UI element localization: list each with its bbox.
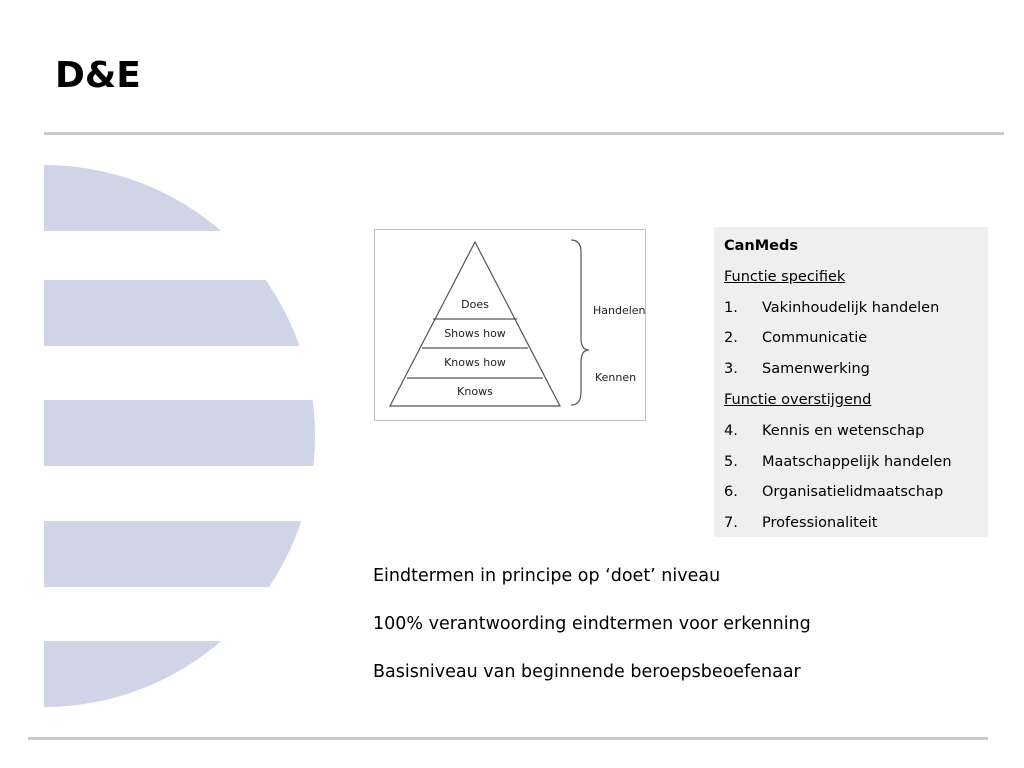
group-label-kennen: Kennen: [595, 371, 637, 384]
item-number: 3.: [724, 361, 738, 378]
pyramid-level-knows-how: Knows how: [444, 356, 506, 369]
item-label: Vakinhoudelijk handelen: [762, 299, 940, 316]
canmeds-item: [724, 416, 978, 447]
canmeds-item: [724, 293, 978, 324]
bullet-line: Basisniveau van beginnende beroepsbeoefenaar: [373, 662, 801, 682]
top-divider: [44, 132, 1004, 135]
canmeds-item: [724, 354, 978, 385]
pyramid-level-shows-how: Shows how: [444, 327, 506, 340]
decorative-striped-circle: [0, 0, 320, 720]
item-label: Samenwerking: [762, 361, 870, 378]
item-number: 2.: [724, 330, 738, 347]
canmeds-item: [724, 477, 978, 508]
canmeds-item: [724, 323, 978, 354]
bullet-line: Eindtermen in principe op ‘doet’ niveau: [373, 566, 721, 586]
pyramid-level-does: Does: [461, 298, 489, 311]
group-label-handelen: Handelen: [593, 304, 646, 317]
canmeds-item: [724, 508, 978, 539]
canmeds-heading: CanMeds: [724, 238, 799, 254]
pyramid-graphic: [375, 230, 647, 422]
canmeds-panel: [714, 227, 988, 537]
item-number: 4.: [724, 422, 738, 439]
item-number: 6.: [724, 484, 738, 501]
section-functie-overstijgend: Functie overstijgend: [724, 391, 872, 408]
section-functie-specifiek: Functie specifiek: [724, 268, 846, 285]
item-label: Maatschappelijk handelen: [762, 453, 952, 470]
item-label: Communicatie: [762, 330, 868, 347]
item-label: Organisatielidmaatschap: [762, 484, 944, 501]
bullet-list: [373, 562, 811, 706]
item-number: 1.: [724, 299, 738, 316]
item-number: 7.: [724, 515, 738, 532]
canmeds-item: [724, 447, 978, 478]
item-label: Kennis en wetenschap: [762, 422, 925, 439]
pyramid-level-knows: Knows: [457, 385, 493, 398]
bullet-line: 100% verantwoording eindtermen voor erkenning: [373, 614, 811, 634]
slide-title: D&E: [55, 55, 141, 96]
item-label: Professionaliteit: [762, 515, 878, 532]
item-number: 5.: [724, 453, 738, 470]
miller-pyramid-figure: [374, 229, 646, 421]
bottom-divider: [28, 737, 988, 740]
